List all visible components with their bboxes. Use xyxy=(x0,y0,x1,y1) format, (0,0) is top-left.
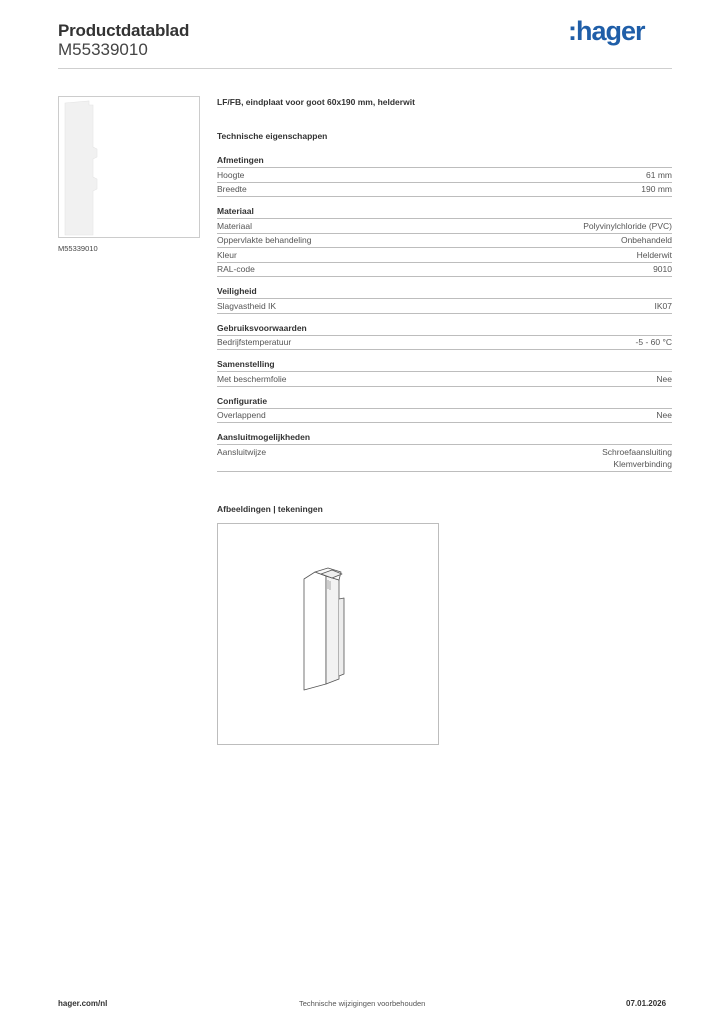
spec-label: RAL-code xyxy=(217,264,255,274)
spec-value-line: Onbehandeld xyxy=(620,235,672,245)
spec-label: Kleur xyxy=(217,249,237,260)
specifications-table xyxy=(217,154,672,472)
product-drawing xyxy=(217,523,439,745)
spec-label: Hoogte xyxy=(217,169,245,180)
article-number: M55339010 xyxy=(58,40,148,59)
spec-value-line: Helderwit xyxy=(636,249,672,260)
footer-website[interactable]: hager.com/nl xyxy=(58,999,108,1008)
spec-value-line: Klemverbinding xyxy=(613,459,672,469)
spec-row xyxy=(217,372,672,387)
end-plate-drawing xyxy=(218,524,438,744)
spec-label: Slagvastheid IK xyxy=(217,300,277,311)
footer-disclaimer: Technische wijzigingen voorbehouden xyxy=(299,999,426,1008)
hager-logo xyxy=(568,16,658,48)
spec-row xyxy=(217,234,672,249)
thumbnail-caption: M55339010 xyxy=(58,244,98,253)
spec-label: Met beschermfolie xyxy=(217,373,287,384)
spec-value xyxy=(602,446,672,471)
section-heading: Afmetingen xyxy=(217,154,672,168)
section-heading: Veiligheid xyxy=(217,285,672,299)
spec-value-line: Nee xyxy=(656,373,672,384)
spec-value xyxy=(656,373,672,386)
images-heading: Afbeeldingen | tekeningen xyxy=(217,504,323,514)
spec-label: Oppervlakte behandeling xyxy=(217,235,312,245)
spec-label: Overlappend xyxy=(217,410,266,420)
spec-row xyxy=(217,219,672,234)
spec-value xyxy=(656,409,672,422)
spec-value xyxy=(641,183,672,196)
product-thumbnail-image xyxy=(59,97,199,237)
section-heading: Samenstelling xyxy=(217,358,672,372)
spec-label: Aansluitwijze xyxy=(217,446,267,457)
spec-row xyxy=(217,445,672,472)
header-divider xyxy=(58,68,672,69)
spec-label: Breedte xyxy=(217,184,247,194)
spec-row xyxy=(217,183,672,198)
spec-value-line: 190 mm xyxy=(641,184,672,194)
spec-value-line: Polyvinylchloride (PVC) xyxy=(583,220,672,231)
spec-value-line: Nee xyxy=(656,410,672,420)
section-heading: Configuratie xyxy=(217,395,672,409)
spec-value-line: IK07 xyxy=(654,300,672,311)
spec-value xyxy=(653,263,672,276)
product-description: LF/FB, eindplaat voor goot 60x190 mm, helderwit xyxy=(217,97,415,107)
spec-row xyxy=(217,336,672,351)
page-title: Productdatablad xyxy=(58,21,190,40)
spec-value xyxy=(583,220,672,233)
section-heading: Aansluitmogelijkheden xyxy=(217,431,672,445)
spec-value-line: -5 - 60 °C xyxy=(635,337,672,347)
spec-value xyxy=(636,336,672,349)
spec-value-line: 61 mm xyxy=(646,169,672,180)
spec-value xyxy=(646,169,672,182)
spec-value xyxy=(621,234,672,247)
footer-date: 07.01.2026 xyxy=(626,999,667,1008)
product-thumbnail xyxy=(58,96,200,238)
spec-value xyxy=(655,300,673,313)
spec-value-line: Schroefaansluiting xyxy=(602,446,672,457)
spec-label: Bedrijfstemperatuur xyxy=(217,337,292,347)
section-heading: Gebruiksvoorwaarden xyxy=(217,322,672,336)
spec-value-line: 9010 xyxy=(653,264,672,274)
svg-text::hager: :hager xyxy=(568,16,645,46)
spec-row xyxy=(217,263,672,278)
spec-row xyxy=(217,168,672,183)
spec-label: Materiaal xyxy=(217,220,252,231)
spec-row xyxy=(217,299,672,314)
spec-row xyxy=(217,409,672,424)
spec-row xyxy=(217,248,672,263)
technical-properties-heading: Technische eigenschappen xyxy=(217,131,328,141)
spec-value xyxy=(637,249,672,262)
section-heading: Materiaal xyxy=(217,205,672,219)
